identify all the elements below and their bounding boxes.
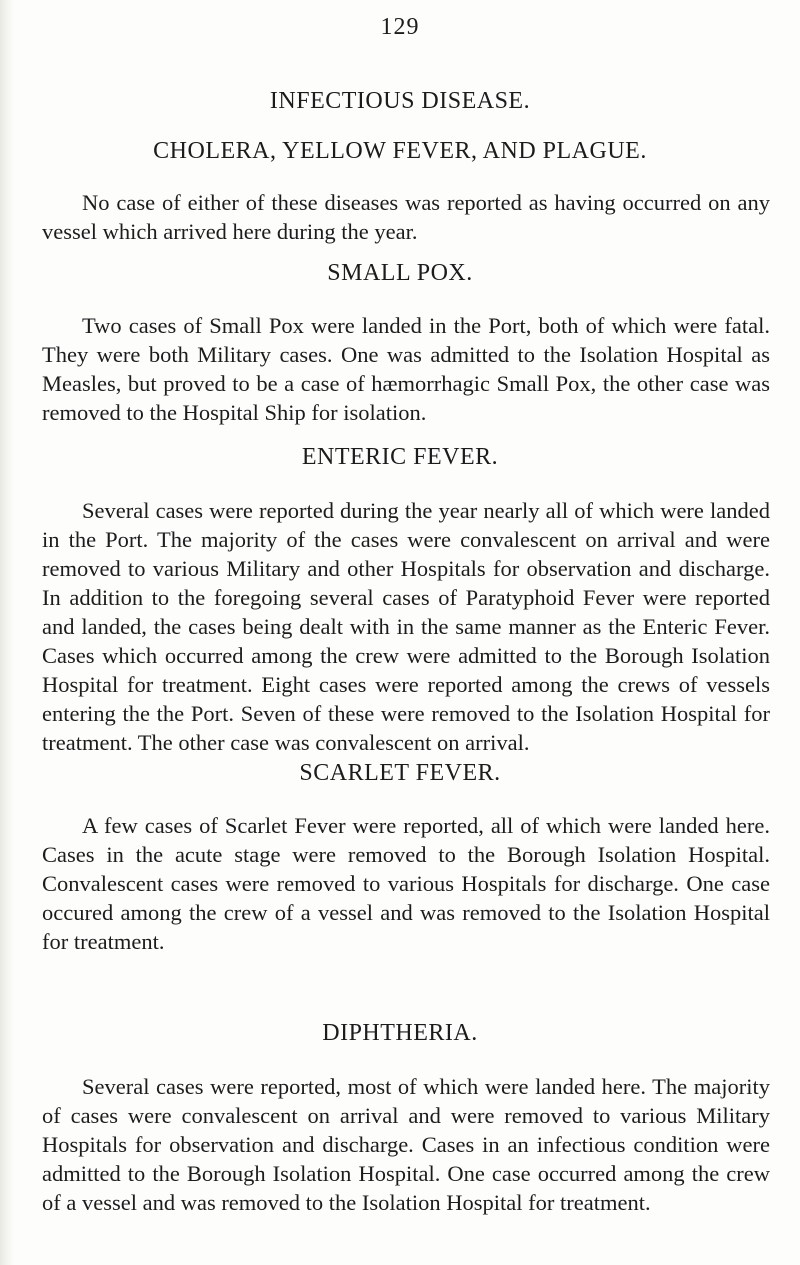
heading-diphtheria: DIPHTHERIA. bbox=[322, 1020, 478, 1046]
page-title: INFECTIOUS DISEASE. bbox=[269, 88, 531, 114]
heading-scarlet-fever: SCARLET FEVER. bbox=[299, 760, 501, 786]
heading-small-pox: SMALL POX. bbox=[327, 260, 473, 286]
heading-enteric-fever: ENTERIC FEVER. bbox=[301, 444, 499, 470]
paragraph-enteric-fever: Several cases were reported during the year nearly all of which were landed in the Port. The majority of the cases were convalescent on arrival and were removed to various Military and other Hospitals for observation and discharge. In addition to the foregoing several cases of Paratyphoid Fever were reported and landed, the cases being dealt with in the same manner as the Enteric Fever. Cases which occurred among the crew were admitted to the Borough Isolation Hospital for treatment. Eight cases were reported among the crews of vessels entering the the Port. Seven of these were removed to the Isolation Hospital for treatment. The other case was convalescent on arrival. bbox=[42, 498, 770, 755]
page-edge-shadow bbox=[0, 0, 14, 1265]
heading-cholera: CHOLERA, YELLOW FEVER, AND PLAGUE. bbox=[153, 138, 647, 164]
paragraph-small-pox: Two cases of Small Pox were landed in the Port, both of which were fatal. They were both Military cases. One was admitted to the Isolation Hospital as Measles, but proved to be a case of hæmorrhagic Small Pox, the other case was removed to the Hospital Ship for isolation. bbox=[42, 313, 770, 425]
paragraph-diphtheria: Several cases were reported, most of which were landed here. The majority of cases were convalescent on arrival and were removed to various Military Hospitals for observation and discharge. Cases in an infectious condition were admitted to the Borough Isolation Hospital. One case occurred among the crew of a vessel and was removed to the Isolation Hospital for treatment. bbox=[42, 1074, 770, 1215]
paragraph-cholera: No case of either of these diseases was reported as having occurred on any vessel which arrived here during the year. bbox=[42, 190, 770, 244]
page-number: 129 bbox=[380, 14, 420, 40]
paragraph-scarlet-fever: A few cases of Scarlet Fever were reported, all of which were landed here. Cases in the acute stage were removed to the Borough Isolation Hospital. Convalescent cases were removed to various Hospitals for discharge. One case occured among the crew of a vessel and was removed to the Isolation Hospital for treatment. bbox=[42, 813, 770, 954]
